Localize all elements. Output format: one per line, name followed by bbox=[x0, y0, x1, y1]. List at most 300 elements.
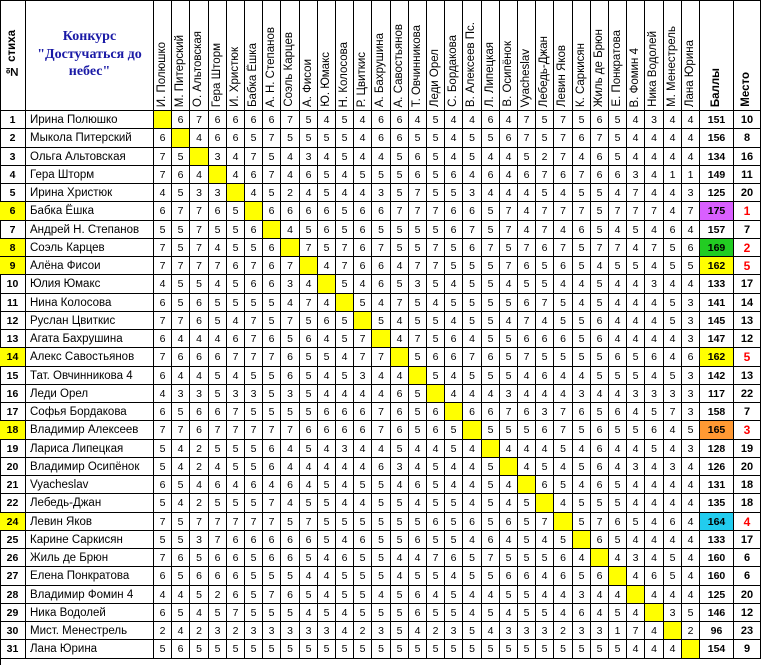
score-cell: 5 bbox=[427, 275, 445, 294]
score-cell: 6 bbox=[336, 549, 354, 567]
score-cell: 5 bbox=[336, 513, 354, 531]
score-cell: 6 bbox=[209, 476, 227, 494]
score-cell: 4 bbox=[209, 458, 227, 476]
score-cell: 5 bbox=[409, 239, 427, 257]
score-cell: 4 bbox=[281, 148, 300, 166]
score-cell: 4 bbox=[645, 166, 664, 184]
score-cell: 5 bbox=[209, 221, 227, 239]
score-cell: 6 bbox=[209, 129, 227, 148]
score-cell: 6 bbox=[263, 458, 281, 476]
author-name: Лебедь-Джан bbox=[26, 494, 154, 513]
score-cell: 6 bbox=[154, 403, 172, 421]
author-name: Руслан Цвиткис bbox=[26, 312, 154, 330]
score-cell: 7 bbox=[554, 239, 573, 257]
score-cell: 4 bbox=[573, 440, 591, 458]
score-cell: 5 bbox=[336, 275, 354, 294]
score-cell: 4 bbox=[463, 531, 482, 549]
score-cell: 3 bbox=[391, 458, 409, 476]
score-cell: 5 bbox=[372, 166, 391, 184]
score-cell: 6 bbox=[518, 166, 536, 184]
score-cell: 7 bbox=[372, 403, 391, 421]
score-cell: 6 bbox=[318, 202, 336, 221]
score-cell: 5 bbox=[209, 294, 227, 312]
score-cell: 4 bbox=[336, 476, 354, 494]
score-cell: 3 bbox=[645, 275, 664, 294]
score-cell: 5 bbox=[209, 367, 227, 385]
score-cell: 3 bbox=[518, 622, 536, 640]
score-cell: 4 bbox=[445, 129, 463, 148]
score-cell: 5 bbox=[245, 549, 263, 567]
score-cell: 5 bbox=[336, 202, 354, 221]
score-cell: 5 bbox=[627, 367, 645, 385]
score-cell: 5 bbox=[372, 549, 391, 567]
score-cell: 6 bbox=[318, 312, 336, 330]
score-cell: 3 bbox=[682, 312, 700, 330]
score-cell: 4 bbox=[536, 440, 554, 458]
score-cell: 6 bbox=[591, 421, 609, 440]
score-cell: 4 bbox=[372, 148, 391, 166]
score-cell: 5 bbox=[573, 330, 591, 348]
score-cell: 5 bbox=[482, 129, 500, 148]
score-cell: 3 bbox=[536, 622, 554, 640]
score-cell: 5 bbox=[372, 531, 391, 549]
score-cell: 5 bbox=[172, 531, 190, 549]
score-cell: 3 bbox=[172, 385, 190, 403]
score-cell bbox=[664, 622, 682, 640]
score-cell: 3 bbox=[209, 184, 227, 202]
total-score: 142 bbox=[700, 367, 734, 385]
score-cell: 3 bbox=[645, 385, 664, 403]
score-cell: 4 bbox=[500, 312, 518, 330]
score-cell: 3 bbox=[682, 184, 700, 202]
place: 23 bbox=[734, 622, 761, 640]
column-header-text: О. Альтовская bbox=[192, 31, 205, 107]
column-header-text: Р. Цвиткис bbox=[355, 51, 368, 107]
score-cell: 6 bbox=[409, 586, 427, 604]
place: 11 bbox=[734, 166, 761, 184]
score-cell: 6 bbox=[190, 312, 209, 330]
column-header bbox=[354, 0, 372, 111]
score-cell: 5 bbox=[281, 513, 300, 531]
score-cell: 7 bbox=[554, 202, 573, 221]
score-cell bbox=[409, 367, 427, 385]
score-cell: 4 bbox=[463, 494, 482, 513]
column-header bbox=[263, 0, 281, 111]
score-cell: 6 bbox=[263, 531, 281, 549]
score-cell: 6 bbox=[263, 330, 281, 348]
score-cell: 5 bbox=[554, 312, 573, 330]
score-cell: 5 bbox=[500, 330, 518, 348]
column-header-text: И. Полюшко bbox=[155, 41, 168, 107]
author-name: Алекс Савостьянов bbox=[26, 348, 154, 367]
place: 22 bbox=[734, 385, 761, 403]
score-cell: 6 bbox=[354, 202, 372, 221]
score-cell: 6 bbox=[591, 531, 609, 549]
score-cell: 5 bbox=[518, 549, 536, 567]
score-cell: 6 bbox=[427, 403, 445, 421]
score-cell: 5 bbox=[500, 586, 518, 604]
score-cell: 5 bbox=[172, 184, 190, 202]
score-cell: 7 bbox=[554, 421, 573, 440]
score-cell: 5 bbox=[445, 239, 463, 257]
total-score: 160 bbox=[700, 567, 734, 586]
author-name: Бабка Ёшка bbox=[26, 202, 154, 221]
score-cell bbox=[554, 513, 573, 531]
score-cell: 5 bbox=[245, 239, 263, 257]
score-cell: 7 bbox=[172, 421, 190, 440]
score-cell: 3 bbox=[372, 622, 391, 640]
score-cell: 5 bbox=[391, 166, 409, 184]
score-cell: 4 bbox=[427, 586, 445, 604]
total-score: 126 bbox=[700, 458, 734, 476]
column-header bbox=[627, 0, 645, 111]
score-cell: 5 bbox=[336, 367, 354, 385]
score-cell: 6 bbox=[318, 403, 336, 421]
score-cell: 6 bbox=[172, 111, 190, 129]
score-cell: 5 bbox=[427, 640, 445, 659]
score-cell: 4 bbox=[445, 312, 463, 330]
score-cell: 5 bbox=[300, 549, 318, 567]
score-cell: 4 bbox=[281, 166, 300, 184]
author-name: Vyacheslav bbox=[26, 476, 154, 494]
score-cell: 4 bbox=[573, 549, 591, 567]
score-cell: 5 bbox=[300, 221, 318, 239]
score-cell: 3 bbox=[664, 604, 682, 622]
score-cell: 7 bbox=[263, 421, 281, 440]
score-cell: 6 bbox=[263, 257, 281, 275]
place: 1 bbox=[734, 202, 761, 221]
place: 6 bbox=[734, 567, 761, 586]
score-cell: 6 bbox=[263, 111, 281, 129]
score-cell: 3 bbox=[682, 367, 700, 385]
score-cell: 6 bbox=[391, 403, 409, 421]
score-cell: 4 bbox=[664, 586, 682, 604]
row-number: 17 bbox=[0, 403, 26, 421]
score-cell: 4 bbox=[409, 494, 427, 513]
score-cell: 5 bbox=[482, 421, 500, 440]
score-cell: 7 bbox=[245, 330, 263, 348]
score-cell: 4 bbox=[591, 586, 609, 604]
score-cell: 6 bbox=[573, 221, 591, 239]
score-cell: 2 bbox=[209, 586, 227, 604]
row-number: 15 bbox=[0, 367, 26, 385]
score-cell: 5 bbox=[591, 202, 609, 221]
score-cell: 4 bbox=[500, 440, 518, 458]
score-cell: 5 bbox=[609, 476, 627, 494]
score-cell: 4 bbox=[354, 184, 372, 202]
score-cell: 6 bbox=[190, 348, 209, 367]
score-cell: 5 bbox=[500, 239, 518, 257]
score-cell bbox=[245, 202, 263, 221]
total-score: 157 bbox=[700, 221, 734, 239]
score-cell: 6 bbox=[318, 421, 336, 440]
score-cell: 7 bbox=[609, 239, 627, 257]
score-cell: 5 bbox=[482, 367, 500, 385]
score-cell bbox=[391, 348, 409, 367]
score-cell: 5 bbox=[554, 440, 573, 458]
score-cell: 5 bbox=[172, 604, 190, 622]
column-header bbox=[645, 0, 664, 111]
score-cell: 5 bbox=[245, 567, 263, 586]
score-cell: 4 bbox=[336, 348, 354, 367]
score-cell: 5 bbox=[609, 531, 627, 549]
header-place bbox=[734, 0, 761, 111]
score-cell: 5 bbox=[209, 440, 227, 458]
score-cell: 5 bbox=[536, 458, 554, 476]
score-cell: 5 bbox=[664, 367, 682, 385]
score-cell: 4 bbox=[591, 604, 609, 622]
score-cell bbox=[354, 312, 372, 330]
score-cell: 5 bbox=[536, 549, 554, 567]
score-cell: 5 bbox=[518, 494, 536, 513]
column-header-text: Гера Шторм bbox=[210, 42, 223, 107]
score-cell: 7 bbox=[190, 513, 209, 531]
score-cell: 7 bbox=[536, 513, 554, 531]
score-cell: 4 bbox=[500, 531, 518, 549]
score-cell: 5 bbox=[300, 586, 318, 604]
score-cell: 4 bbox=[300, 604, 318, 622]
score-cell: 4 bbox=[318, 567, 336, 586]
score-cell: 6 bbox=[591, 330, 609, 348]
score-cell: 7 bbox=[609, 202, 627, 221]
score-cell: 2 bbox=[190, 458, 209, 476]
score-cell: 4 bbox=[445, 567, 463, 586]
score-cell: 7 bbox=[227, 513, 245, 531]
score-cell: 4 bbox=[190, 367, 209, 385]
score-cell: 6 bbox=[354, 403, 372, 421]
author-name: Ирина Христюк bbox=[26, 184, 154, 202]
score-cell: 6 bbox=[281, 531, 300, 549]
column-header bbox=[281, 0, 300, 111]
score-cell: 5 bbox=[263, 385, 281, 403]
score-cell: 4 bbox=[445, 458, 463, 476]
row-number: 18 bbox=[0, 421, 26, 440]
score-cell: 5 bbox=[245, 494, 263, 513]
score-cell: 6 bbox=[372, 129, 391, 148]
score-cell: 5 bbox=[554, 531, 573, 549]
score-cell: 4 bbox=[645, 257, 664, 275]
score-cell: 6 bbox=[263, 549, 281, 567]
place: 7 bbox=[734, 221, 761, 239]
score-cell: 6 bbox=[245, 531, 263, 549]
score-cell: 7 bbox=[245, 348, 263, 367]
row-number: 11 bbox=[0, 294, 26, 312]
score-cell: 5 bbox=[318, 604, 336, 622]
score-cell: 4 bbox=[518, 367, 536, 385]
score-cell: 5 bbox=[664, 549, 682, 567]
author-name: Андрей Н. Степанов bbox=[26, 221, 154, 239]
score-cell: 3 bbox=[500, 622, 518, 640]
score-cell: 6 bbox=[445, 549, 463, 567]
score-cell: 4 bbox=[227, 148, 245, 166]
score-cell: 5 bbox=[591, 294, 609, 312]
score-cell: 5 bbox=[209, 385, 227, 403]
score-cell: 5 bbox=[354, 567, 372, 586]
score-cell: 6 bbox=[536, 476, 554, 494]
score-cell: 5 bbox=[500, 294, 518, 312]
score-cell: 5 bbox=[482, 275, 500, 294]
score-cell: 4 bbox=[627, 567, 645, 586]
score-cell: 6 bbox=[554, 330, 573, 348]
score-cell: 4 bbox=[391, 567, 409, 586]
score-cell: 5 bbox=[427, 531, 445, 549]
column-header-text: Н. Колосова bbox=[337, 41, 350, 107]
score-cell bbox=[281, 239, 300, 257]
score-cell: 6 bbox=[227, 111, 245, 129]
author-name: Ника Водолей bbox=[26, 604, 154, 622]
column-header-text: В. Алексеев Пс. bbox=[465, 21, 478, 107]
score-cell: 5 bbox=[664, 239, 682, 257]
score-cell: 4 bbox=[391, 367, 409, 385]
score-cell: 6 bbox=[209, 549, 227, 567]
score-cell: 7 bbox=[172, 257, 190, 275]
score-cell: 4 bbox=[172, 458, 190, 476]
score-cell: 5 bbox=[318, 348, 336, 367]
column-header-text: А. Савостьянов bbox=[392, 23, 405, 107]
score-cell: 5 bbox=[536, 348, 554, 367]
score-cell: 6 bbox=[409, 148, 427, 166]
score-cell: 5 bbox=[154, 531, 172, 549]
column-header bbox=[318, 0, 336, 111]
score-cell: 4 bbox=[154, 184, 172, 202]
score-cell: 3 bbox=[645, 111, 664, 129]
score-cell: 4 bbox=[281, 221, 300, 239]
score-cell: 6 bbox=[427, 421, 445, 440]
score-cell: 5 bbox=[645, 440, 664, 458]
row-number: 9 bbox=[0, 257, 26, 275]
score-cell bbox=[263, 221, 281, 239]
score-cell: 3 bbox=[190, 184, 209, 202]
score-cell: 4 bbox=[518, 440, 536, 458]
row-number: 26 bbox=[0, 549, 26, 567]
score-cell: 4 bbox=[154, 385, 172, 403]
place: 16 bbox=[734, 148, 761, 166]
score-cell: 4 bbox=[354, 129, 372, 148]
score-cell: 6 bbox=[227, 330, 245, 348]
score-cell: 4 bbox=[300, 567, 318, 586]
place: 4 bbox=[734, 513, 761, 531]
score-cell: 5 bbox=[391, 148, 409, 166]
score-cell: 5 bbox=[172, 221, 190, 239]
score-cell bbox=[172, 129, 190, 148]
score-cell: 4 bbox=[372, 586, 391, 604]
score-cell: 4 bbox=[664, 148, 682, 166]
score-cell: 7 bbox=[336, 257, 354, 275]
score-cell: 4 bbox=[500, 494, 518, 513]
score-cell: 6 bbox=[645, 421, 664, 440]
score-cell: 6 bbox=[354, 221, 372, 239]
score-cell: 7 bbox=[154, 239, 172, 257]
row-number: 14 bbox=[0, 348, 26, 367]
score-cell: 6 bbox=[245, 111, 263, 129]
score-cell: 3 bbox=[281, 385, 300, 403]
score-cell: 5 bbox=[627, 257, 645, 275]
contest-title bbox=[26, 0, 154, 111]
score-cell: 3 bbox=[463, 184, 482, 202]
score-cell: 4 bbox=[154, 586, 172, 604]
score-cell: 4 bbox=[463, 458, 482, 476]
column-header-text: Vyacheslav bbox=[519, 48, 532, 107]
score-cell: 5 bbox=[209, 640, 227, 659]
score-cell: 6 bbox=[482, 403, 500, 421]
column-header bbox=[609, 0, 627, 111]
place: 3 bbox=[734, 421, 761, 440]
score-cell: 4 bbox=[609, 440, 627, 458]
row-number: 31 bbox=[0, 640, 26, 659]
header-no-text: № стиха bbox=[5, 29, 18, 78]
total-score: 146 bbox=[700, 604, 734, 622]
score-cell: 5 bbox=[591, 184, 609, 202]
column-header bbox=[554, 0, 573, 111]
score-cell: 5 bbox=[591, 367, 609, 385]
score-cell: 1 bbox=[682, 166, 700, 184]
score-cell: 5 bbox=[300, 640, 318, 659]
score-cell: 6 bbox=[591, 476, 609, 494]
score-cell: 5 bbox=[409, 421, 427, 440]
score-cell: 3 bbox=[300, 148, 318, 166]
score-cell: 4 bbox=[609, 294, 627, 312]
score-cell: 6 bbox=[281, 476, 300, 494]
total-score: 162 bbox=[700, 348, 734, 367]
author-name: Лана Юрина bbox=[26, 640, 154, 659]
score-cell: 4 bbox=[445, 476, 463, 494]
score-cell: 4 bbox=[664, 129, 682, 148]
score-cell: 7 bbox=[391, 202, 409, 221]
score-cell: 5 bbox=[463, 549, 482, 567]
score-cell: 5 bbox=[482, 604, 500, 622]
author-name: Ирина Полюшко bbox=[26, 111, 154, 129]
score-cell: 6 bbox=[536, 367, 554, 385]
score-cell: 5 bbox=[245, 604, 263, 622]
score-cell: 6 bbox=[227, 586, 245, 604]
score-cell: 5 bbox=[172, 239, 190, 257]
score-cell: 5 bbox=[227, 239, 245, 257]
score-cell: 4 bbox=[336, 622, 354, 640]
score-cell: 4 bbox=[554, 494, 573, 513]
score-cell: 5 bbox=[554, 640, 573, 659]
score-cell: 5 bbox=[482, 312, 500, 330]
score-cell: 5 bbox=[445, 640, 463, 659]
score-cell: 5 bbox=[209, 494, 227, 513]
score-cell: 4 bbox=[573, 476, 591, 494]
score-cell: 5 bbox=[554, 294, 573, 312]
score-cell: 6 bbox=[190, 567, 209, 586]
author-name: Юлия Юмакс bbox=[26, 275, 154, 294]
score-cell: 5 bbox=[263, 367, 281, 385]
score-cell: 5 bbox=[682, 604, 700, 622]
score-cell: 5 bbox=[573, 640, 591, 659]
author-name: Елена Понкратова bbox=[26, 567, 154, 586]
score-cell: 5 bbox=[300, 367, 318, 385]
score-cell: 4 bbox=[518, 221, 536, 239]
score-cell: 6 bbox=[209, 567, 227, 586]
score-cell: 5 bbox=[463, 367, 482, 385]
score-cell: 6 bbox=[391, 129, 409, 148]
place: 12 bbox=[734, 604, 761, 622]
score-cell: 7 bbox=[354, 330, 372, 348]
score-cell: 4 bbox=[409, 622, 427, 640]
score-cell: 7 bbox=[263, 513, 281, 531]
score-cell: 4 bbox=[336, 385, 354, 403]
total-score: 128 bbox=[700, 440, 734, 458]
score-cell: 4 bbox=[682, 148, 700, 166]
score-cell: 5 bbox=[591, 221, 609, 239]
author-name: Софья Бордакова bbox=[26, 403, 154, 421]
score-cell: 4 bbox=[318, 111, 336, 129]
score-cell: 5 bbox=[172, 275, 190, 294]
score-cell: 5 bbox=[427, 330, 445, 348]
score-cell: 6 bbox=[227, 531, 245, 549]
